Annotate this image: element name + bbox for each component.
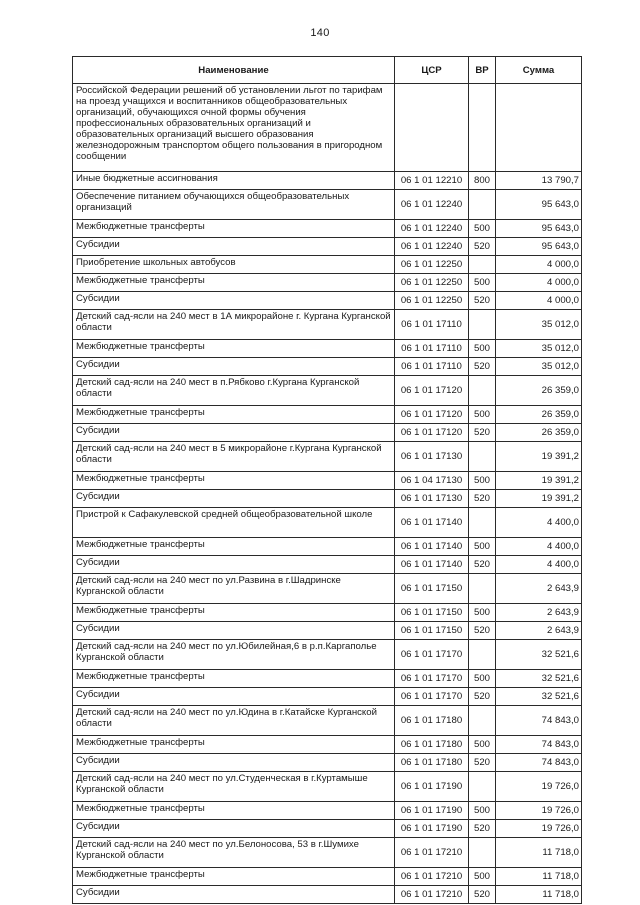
row-csr-cell: 06 1 01 12210 bbox=[395, 172, 469, 190]
row-name-cell: Субсидии bbox=[73, 556, 395, 574]
table-row bbox=[73, 424, 582, 442]
row-name-cell: Иные бюджетные ассигнования bbox=[73, 172, 395, 190]
page-number: 140 bbox=[310, 27, 330, 39]
row-name-cell: Детский сад-ясли на 240 мест по ул.Белоносова, 53 в г.Шумихе Курганской области bbox=[73, 838, 395, 868]
row-name-cell: Межбюджетные трансферты bbox=[73, 802, 395, 820]
row-name-cell: Субсидии bbox=[73, 238, 395, 256]
row-sum-cell: 95 643,0 bbox=[496, 238, 582, 256]
row-csr-cell: 06 1 01 17110 bbox=[395, 310, 469, 340]
table-row bbox=[73, 256, 582, 274]
row-name-cell: Межбюджетные трансферты bbox=[73, 406, 395, 424]
row-sum-cell: 74 843,0 bbox=[496, 706, 582, 736]
row-vr-cell bbox=[469, 376, 496, 406]
row-vr-cell: 500 bbox=[469, 670, 496, 688]
table-row bbox=[73, 604, 582, 622]
row-sum-cell: 11 718,0 bbox=[496, 886, 582, 904]
row-vr-cell bbox=[469, 706, 496, 736]
row-vr-cell bbox=[469, 772, 496, 802]
row-csr-cell: 06 1 01 17210 bbox=[395, 886, 469, 904]
row-vr-cell: 520 bbox=[469, 424, 496, 442]
row-csr-cell: 06 1 01 12250 bbox=[395, 274, 469, 292]
row-csr-cell: 06 1 01 17180 bbox=[395, 754, 469, 772]
row-csr-cell: 06 1 01 12250 bbox=[395, 292, 469, 310]
table-row bbox=[73, 820, 582, 838]
table-header bbox=[73, 57, 582, 84]
header-vr: ВР bbox=[469, 57, 496, 84]
table-row bbox=[73, 358, 582, 376]
row-vr-cell: 520 bbox=[469, 886, 496, 904]
row-vr-cell bbox=[469, 256, 496, 274]
row-name-cell: Межбюджетные трансферты bbox=[73, 274, 395, 292]
row-csr-cell: 06 1 01 17170 bbox=[395, 640, 469, 670]
row-sum-cell: 4 000,0 bbox=[496, 256, 582, 274]
table-row bbox=[73, 688, 582, 706]
row-name-cell: Межбюджетные трансферты bbox=[73, 670, 395, 688]
row-name-cell: Межбюджетные трансферты bbox=[73, 736, 395, 754]
row-sum-cell: 2 643,9 bbox=[496, 604, 582, 622]
row-sum-cell: 11 718,0 bbox=[496, 868, 582, 886]
row-sum-cell: 4 400,0 bbox=[496, 538, 582, 556]
row-sum-cell: 4 000,0 bbox=[496, 292, 582, 310]
table-row bbox=[73, 670, 582, 688]
row-vr-cell: 500 bbox=[469, 736, 496, 754]
row-sum-cell: 13 790,7 bbox=[496, 172, 582, 190]
row-name-cell: Субсидии bbox=[73, 292, 395, 310]
header-csr: ЦСР bbox=[395, 57, 469, 84]
row-sum-cell: 19 726,0 bbox=[496, 802, 582, 820]
row-sum-cell: 26 359,0 bbox=[496, 424, 582, 442]
row-csr-cell: 06 1 01 17140 bbox=[395, 556, 469, 574]
table-row bbox=[73, 706, 582, 736]
row-csr-cell: 06 1 01 17150 bbox=[395, 604, 469, 622]
row-vr-cell bbox=[469, 508, 496, 538]
row-name-cell: Субсидии bbox=[73, 424, 395, 442]
table-row bbox=[73, 190, 582, 220]
row-sum-cell: 35 012,0 bbox=[496, 310, 582, 340]
row-name-cell: Межбюджетные трансферты bbox=[73, 220, 395, 238]
row-vr-cell: 500 bbox=[469, 604, 496, 622]
row-vr-cell: 520 bbox=[469, 754, 496, 772]
row-name-cell: Детский сад-ясли на 240 мест в 5 микрорайоне г.Кургана Курганской области bbox=[73, 442, 395, 472]
row-sum-cell: 74 843,0 bbox=[496, 754, 582, 772]
row-sum-cell: 26 359,0 bbox=[496, 406, 582, 424]
row-sum-cell: 4 000,0 bbox=[496, 274, 582, 292]
row-sum-cell: 32 521,6 bbox=[496, 640, 582, 670]
row-sum-cell: 19 726,0 bbox=[496, 772, 582, 802]
table-row bbox=[73, 868, 582, 886]
table-row bbox=[73, 172, 582, 190]
row-sum-cell: 19 391,2 bbox=[496, 490, 582, 508]
row-csr-cell: 06 1 01 17120 bbox=[395, 376, 469, 406]
row-name-cell: Субсидии bbox=[73, 490, 395, 508]
row-csr-cell: 06 1 01 17180 bbox=[395, 736, 469, 754]
row-csr-cell: 06 1 01 17210 bbox=[395, 868, 469, 886]
row-vr-cell bbox=[469, 310, 496, 340]
row-name-cell: Детский сад-ясли на 240 мест в 1А микрорайоне г. Кургана Курганской области bbox=[73, 310, 395, 340]
row-csr-cell: 06 1 01 17190 bbox=[395, 802, 469, 820]
table-row bbox=[73, 574, 582, 604]
table-row bbox=[73, 292, 582, 310]
row-vr-cell: 520 bbox=[469, 556, 496, 574]
row-csr-cell: 06 1 01 17120 bbox=[395, 424, 469, 442]
row-sum-cell: 26 359,0 bbox=[496, 376, 582, 406]
table-row bbox=[73, 274, 582, 292]
row-vr-cell: 500 bbox=[469, 406, 496, 424]
row-sum-cell: 4 400,0 bbox=[496, 508, 582, 538]
row-vr-cell bbox=[469, 838, 496, 868]
table-row bbox=[73, 442, 582, 472]
row-name-cell: Субсидии bbox=[73, 820, 395, 838]
row-csr-cell: 06 1 04 17130 bbox=[395, 472, 469, 490]
table-row bbox=[73, 490, 582, 508]
row-sum-cell: 4 400,0 bbox=[496, 556, 582, 574]
row-name-cell: Детский сад-ясли на 240 мест по ул.Юбилейная,6 в р.п.Каргаполье Курганской области bbox=[73, 640, 395, 670]
row-vr-cell: 520 bbox=[469, 820, 496, 838]
row-vr-cell bbox=[469, 190, 496, 220]
row-name-cell: Субсидии bbox=[73, 358, 395, 376]
table-row bbox=[73, 538, 582, 556]
header-sum: Сумма bbox=[496, 57, 582, 84]
row-sum-cell: 95 643,0 bbox=[496, 190, 582, 220]
row-name-cell: Межбюджетные трансферты bbox=[73, 604, 395, 622]
row-vr-cell: 520 bbox=[469, 358, 496, 376]
table-row bbox=[73, 640, 582, 670]
table-row bbox=[73, 508, 582, 538]
row-vr-cell: 500 bbox=[469, 220, 496, 238]
row-vr-cell bbox=[469, 84, 496, 172]
row-csr-cell: 06 1 01 12240 bbox=[395, 220, 469, 238]
budget-table bbox=[72, 56, 582, 904]
row-name-cell: Субсидии bbox=[73, 754, 395, 772]
row-name-cell: Межбюджетные трансферты bbox=[73, 538, 395, 556]
row-sum-cell: 19 391,2 bbox=[496, 442, 582, 472]
row-csr-cell: 06 1 01 17170 bbox=[395, 688, 469, 706]
table-row bbox=[73, 802, 582, 820]
table-row bbox=[73, 556, 582, 574]
row-vr-cell: 500 bbox=[469, 274, 496, 292]
row-csr-cell: 06 1 01 17140 bbox=[395, 508, 469, 538]
row-csr-cell: 06 1 01 17130 bbox=[395, 490, 469, 508]
row-sum-cell: 2 643,9 bbox=[496, 574, 582, 604]
row-name-cell: Детский сад-ясли на 240 мест по ул.Юдина в г.Катайске Курганской области bbox=[73, 706, 395, 736]
row-sum-cell: 95 643,0 bbox=[496, 220, 582, 238]
table-row bbox=[73, 84, 582, 172]
row-vr-cell: 520 bbox=[469, 490, 496, 508]
row-vr-cell: 520 bbox=[469, 238, 496, 256]
row-sum-cell: 32 521,6 bbox=[496, 688, 582, 706]
table-row bbox=[73, 220, 582, 238]
table-row bbox=[73, 736, 582, 754]
row-name-cell: Субсидии bbox=[73, 622, 395, 640]
table-row bbox=[73, 772, 582, 802]
table-row bbox=[73, 838, 582, 868]
row-name-cell: Субсидии bbox=[73, 886, 395, 904]
row-csr-cell: 06 1 01 17150 bbox=[395, 622, 469, 640]
row-name-cell: Детский сад-ясли на 240 мест в п.Рябково г.Кургана Курганской области bbox=[73, 376, 395, 406]
row-vr-cell: 500 bbox=[469, 340, 496, 358]
row-vr-cell: 520 bbox=[469, 622, 496, 640]
row-name-cell: Межбюджетные трансферты bbox=[73, 868, 395, 886]
row-name-cell: Российской Федерации решений об установлении льгот по тарифам на проезд учащихся и воспитанников общеобразовательных организаций, обучающихся очной формы обучения профессиональных образовательных организаций и образовательных организаций высшего образования железнодорожным транспортом общего пользования в пригородном сообщении bbox=[73, 84, 395, 172]
row-name-cell: Межбюджетные трансферты bbox=[73, 472, 395, 490]
table-row bbox=[73, 754, 582, 772]
table-row bbox=[73, 238, 582, 256]
row-vr-cell bbox=[469, 442, 496, 472]
row-csr-cell: 06 1 01 17170 bbox=[395, 670, 469, 688]
row-vr-cell: 500 bbox=[469, 868, 496, 886]
table-row bbox=[73, 376, 582, 406]
row-vr-cell: 500 bbox=[469, 472, 496, 490]
row-vr-cell: 500 bbox=[469, 802, 496, 820]
row-sum-cell bbox=[496, 84, 582, 172]
row-sum-cell: 11 718,0 bbox=[496, 838, 582, 868]
row-name-cell: Межбюджетные трансферты bbox=[73, 340, 395, 358]
row-csr-cell: 06 1 01 12240 bbox=[395, 238, 469, 256]
row-sum-cell: 2 643,9 bbox=[496, 622, 582, 640]
row-csr-cell: 06 1 01 17210 bbox=[395, 838, 469, 868]
table-row bbox=[73, 472, 582, 490]
row-csr-cell: 06 1 01 17110 bbox=[395, 358, 469, 376]
row-sum-cell: 19 391,2 bbox=[496, 472, 582, 490]
table-row bbox=[73, 622, 582, 640]
table-row bbox=[73, 310, 582, 340]
row-sum-cell: 35 012,0 bbox=[496, 358, 582, 376]
row-name-cell: Детский сад-ясли на 240 мест по ул.Развина в г.Шадринске Курганской области bbox=[73, 574, 395, 604]
row-sum-cell: 74 843,0 bbox=[496, 736, 582, 754]
row-name-cell: Приобретение школьных автобусов bbox=[73, 256, 395, 274]
row-sum-cell: 32 521,6 bbox=[496, 670, 582, 688]
row-csr-cell: 06 1 01 17110 bbox=[395, 340, 469, 358]
row-csr-cell: 06 1 01 17150 bbox=[395, 574, 469, 604]
row-vr-cell bbox=[469, 640, 496, 670]
row-vr-cell: 500 bbox=[469, 538, 496, 556]
table-row bbox=[73, 340, 582, 358]
row-sum-cell: 35 012,0 bbox=[496, 340, 582, 358]
table-body bbox=[73, 84, 582, 904]
row-vr-cell: 800 bbox=[469, 172, 496, 190]
row-vr-cell: 520 bbox=[469, 688, 496, 706]
row-csr-cell: 06 1 01 17130 bbox=[395, 442, 469, 472]
row-csr-cell: 06 1 01 12250 bbox=[395, 256, 469, 274]
row-name-cell: Субсидии bbox=[73, 688, 395, 706]
row-vr-cell: 520 bbox=[469, 292, 496, 310]
row-csr-cell: 06 1 01 17190 bbox=[395, 820, 469, 838]
row-name-cell: Пристрой к Сафакулевской средней общеобразовательной школе bbox=[73, 508, 395, 538]
row-vr-cell bbox=[469, 574, 496, 604]
row-csr-cell: 06 1 01 17140 bbox=[395, 538, 469, 556]
table-row bbox=[73, 886, 582, 904]
row-name-cell: Детский сад-ясли на 240 мест по ул.Студенческая в г.Куртамыше Курганской области bbox=[73, 772, 395, 802]
row-csr-cell bbox=[395, 84, 469, 172]
row-csr-cell: 06 1 01 17190 bbox=[395, 772, 469, 802]
header-name: Наименование bbox=[73, 57, 395, 84]
table-row bbox=[73, 406, 582, 424]
row-csr-cell: 06 1 01 17180 bbox=[395, 706, 469, 736]
row-csr-cell: 06 1 01 17120 bbox=[395, 406, 469, 424]
row-name-cell: Обеспечение питанием обучающихся общеобразовательных организаций bbox=[73, 190, 395, 220]
row-sum-cell: 19 726,0 bbox=[496, 820, 582, 838]
row-csr-cell: 06 1 01 12240 bbox=[395, 190, 469, 220]
